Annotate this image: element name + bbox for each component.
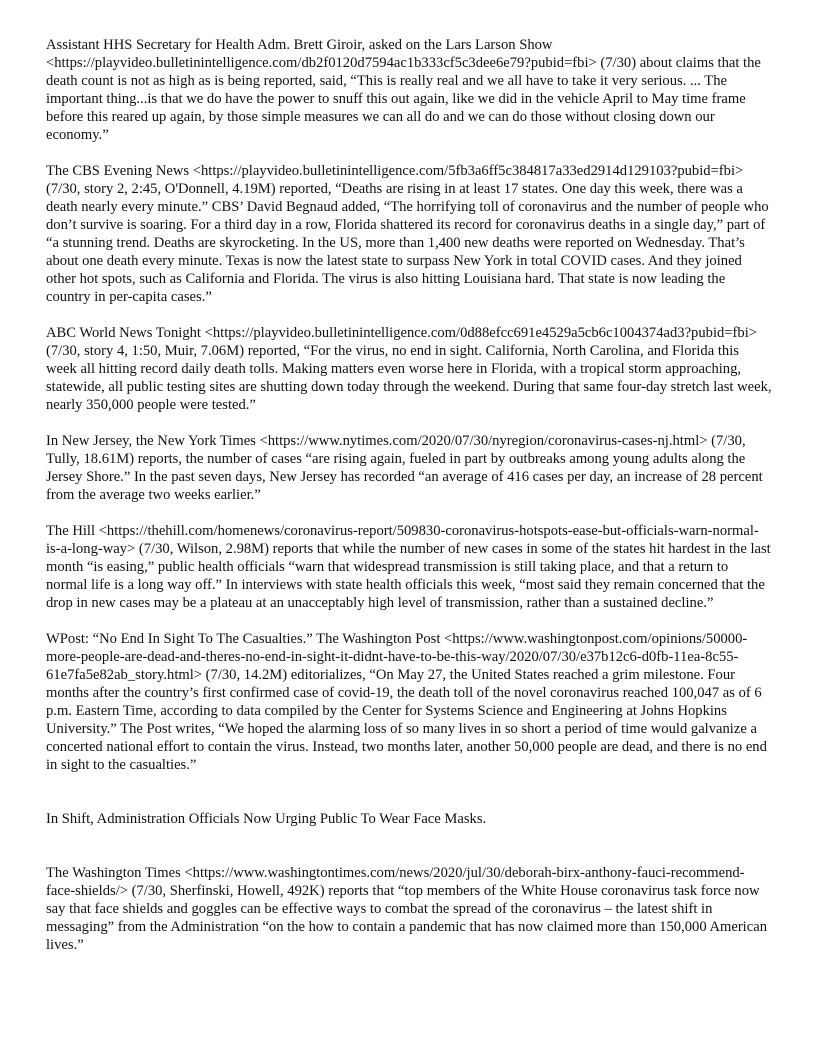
paragraph-abc-world-news: ABC World News Tonight <https://playvideo.bulletinintelligence.com/0d88efcc691e4529a5cb6c1004374ad3?pubid=fbi> (7/30, story 4, 1:50, Muir, 7.06M) reported, “For the virus, no end in sight. California, North Carolina, and Florida this week all hitting record daily death tolls. Making matters even worse here in Florida, with a tropical storm approaching, statewide, all public testing sites are shutting down today through the weekend. During that same four-day stretch last week, nearly 350,000 people were tested.” xyxy=(46,325,772,413)
paragraph-cbs-evening-news: The CBS Evening News <https://playvideo.bulletinintelligence.com/5fb3a6ff5c384817a33ed2914d129103?pubid=fbi> (7/30, story 2, 2:45, O'Donnell, 4.19M) reported, “Deaths are rising in at least 17 states. One day this week, there was a death nearly every minute.” CBS’ David Begnaud added, “The horrifying toll of coronavirus and the number of people who don’t survive is soaring. For a third day in a row, Florida shattered its record for coronavirus deaths in a single day,” part of “a stunning trend. Deaths are skyrocketing. In the US, more than 1,400 new deaths were reported on Wednesday. That’s about one death every minute. Texas is now the latest state to surpass New York in total COVID cases. And they joined other hot spots, such as California and Florida. The virus is also hitting Louisiana hard. That state is now leading the country in per-capita cases.” xyxy=(46,163,769,305)
paragraph-washington-times: The Washington Times <https://www.washingtontimes.com/news/2020/jul/30/deborah-birx-anthony-fauci-recommend-face-shields/> (7/30, Sherfinski, Howell, 492K) reports that “top members of the White House coronavirus task force now say that face shields and goggles can be effective ways to combat the spread of the coronavirus – the latest shift in messaging” from the Administration “on the how to contain a pandemic that has now claimed more than 150,000 American lives.” xyxy=(46,865,767,953)
section-headline: In Shift, Administration Officials Now Urging Public To Wear Face Masks. xyxy=(46,811,487,827)
paragraph-giroir: Assistant HHS Secretary for Health Adm. Brett Giroir, asked on the Lars Larson Show <https://playvideo.bulletinintelligence.com/db2f0120d7594ac1b333cf5c3dee6e79?pubid=fbi> (7/30) about claims that the death count is not as high as is being reported, said, “This is really real and we all have to take it very serious. ... The important thing...is that we do have the power to snuff this out again, like we did in the vehicle April to May time frame before this reared up again, by those simple measures we can all do and we can do those without closing down our economy.” xyxy=(46,37,761,143)
paragraph-washington-post: WPost: “No End In Sight To The Casualties.” The Washington Post <https://www.washingtonpost.com/opinions/50000-more-people-are-dead-and-theres-no-end-in-sight-it-didnt-have-to-be-this-way/2020/07/30/e37b12c6-d0fb-11ea-8c55-61e7fa5e82ab_story.html> (7/30, 14.2M) editorializes, “On May 27, the United States reached a grim milestone. Four months after the country’s first confirmed case of covid-19, the death toll of the novel coronavirus reached 100,047 as of 6 p.m. Eastern Time, according to data compiled by the Center for Systems Science and Engineering at Johns Hopkins University.” The Post writes, “We hoped the alarming loss of so many lives in so short a period of time would galvanize a concerted national effort to contain the virus. Instead, two months later, another 50,000 people are dead, and there is no end in sight to the casualties.” xyxy=(46,631,767,773)
document-page xyxy=(46,36,772,972)
paragraph-the-hill: The Hill <https://thehill.com/homenews/coronavirus-report/509830-coronavirus-hotspots-ease-but-officials-warn-normal-is-a-long-way> (7/30, Wilson, 2.98M) reports that while the number of new cases in some of the states hit hardest in the last month “is easing,” public health officials “warn that widespread transmission is still taking place, and that a return to normal life is a long way off.” In interviews with state health officials this week, “most said they remain concerned that the drop in new cases may be a plateau at an unacceptably high level of transmission, rather than a sustained decline.” xyxy=(46,523,771,611)
paragraph-new-york-times: In New Jersey, the New York Times <https://www.nytimes.com/2020/07/30/nyregion/coronavirus-cases-nj.html> (7/30, Tully, 18.61M) reports, the number of cases “are rising again, fueled in part by outbreaks among young adults along the Jersey Shore.” In the past seven days, New Jersey has recorded “an average of 416 cases per day, an increase of 28 percent from the average two weeks earlier.” xyxy=(46,433,763,503)
